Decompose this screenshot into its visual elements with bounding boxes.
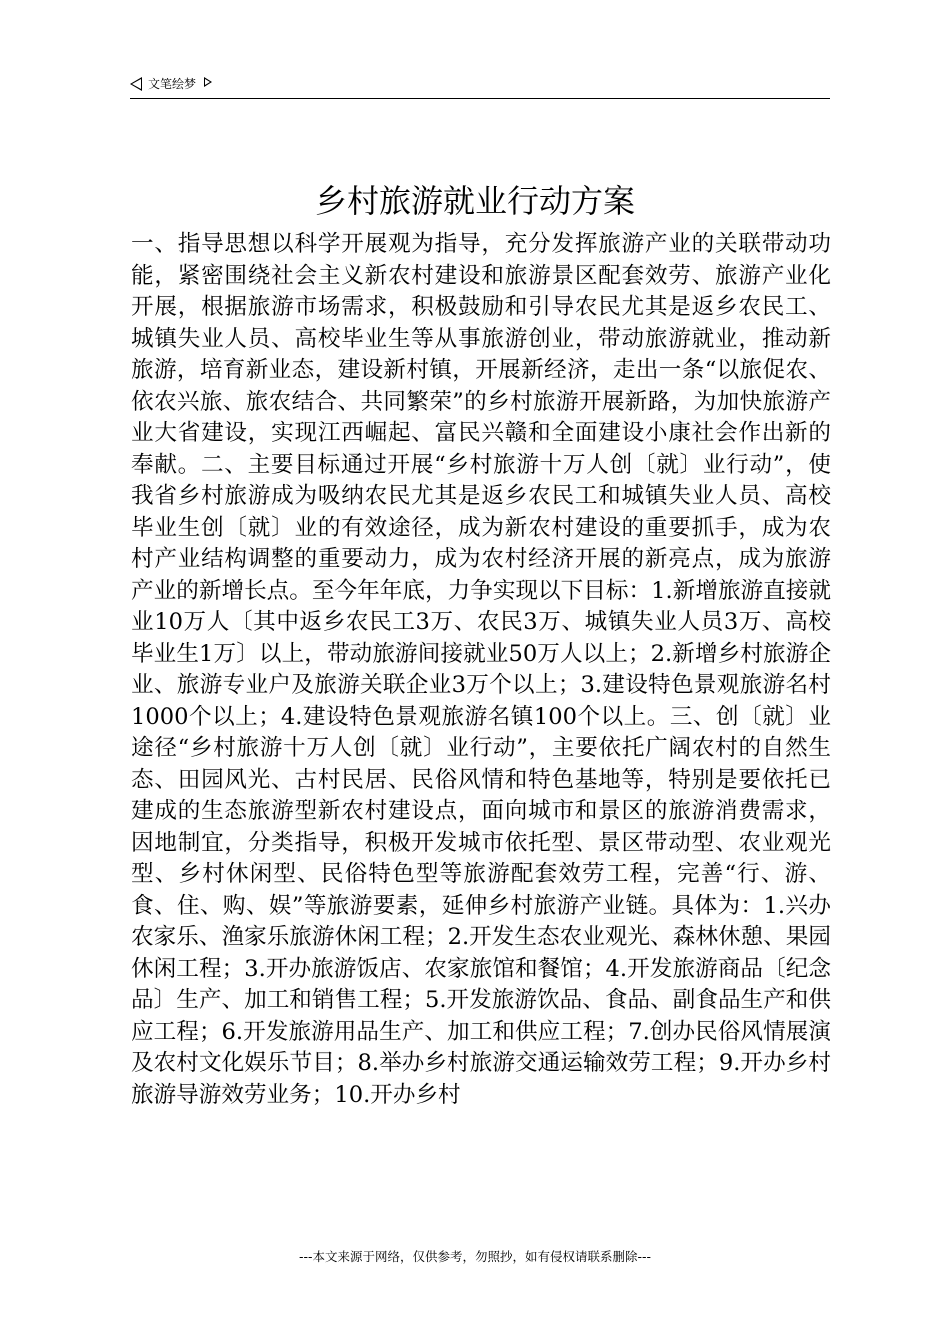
triangle-left-icon — [130, 77, 142, 91]
triangle-right-icon — [204, 77, 212, 87]
document-body: 一、指导思想以科学开展观为指导，充分发挥旅游产业的关联带动功能，紧密围绕社会主义新农村建设和旅游景区配套效劳、旅游产业化开展，根据旅游市场需求，积极鼓励和引导农民尤其是返乡农民工、城镇失业人员、高校毕业生等从事旅游创业，带动旅游就业，推动新旅游，培育新业态，建设新村镇，开展新经济，走出一条“以旅促农、依农兴旅、旅农结合、共同繁荣”的乡村旅游开展新路，为加快旅游产业大省建设，实现江西崛起、富民兴赣和全面建设小康社会作出新的奉献。二、主要目标通过开展“乡村旅游十万人创〔就〕业行动”，使我省乡村旅游成为吸纳农民尤其是返乡农民工和城镇失业人员、高校毕业生创〔就〕业的有效途径，成为新农村建设的重要抓手，成为农村产业结构调整的重要动力，成为农村经济开展的新亮点，成为旅游产业的新增长点。至今年年底，力争实现以下目标：1.新增旅游直接就业10万人〔其中返乡农民工3万、农民3万、城镇失业人员3万、高校毕业生1万〕以上，带动旅游间接就业50万人以上；2.新增乡村旅游企业、旅游专业户及旅游关联企业3万个以上；3.建设特色景观旅游名村1000个以上；4.建设特色景观旅游名镇100个以上。三、创〔就〕业途径“乡村旅游十万人创〔就〕业行动”，主要依托广阔农村的自然生态、田园风光、古村民居、民俗风情和特色基地等，特别是要依托已建成的生态旅游型新农村建设点，面向城市和景区的旅游消费需求，因地制宜，分类指导，积极开发城市依托型、景区带动型、农业观光型、乡村休闲型、民俗特色型等旅游配套效劳工程，完善“行、游、食、住、购、娱”等旅游要素，延伸乡村旅游产业链。具体为：1.兴办农家乐、渔家乐旅游休闲工程；2.开发生态农业观光、森林休憩、果园休闲工程；3.开办旅游饭店、农家旅馆和餐馆；4.开发旅游商品〔纪念品〕生产、加工和销售工程；5.开发旅游饮品、食品、副食品生产和供应工程；6.开发旅游用品生产、加工和供应工程；7.创办民俗风情展演及农村文化娱乐节目；8.举办乡村旅游交通运输效劳工程；9.开办乡村旅游导游效劳业务；10.开办乡村 — [131, 231, 831, 1108]
brand-label: 文笔绘梦 — [148, 77, 197, 91]
header-brand — [130, 74, 212, 94]
document-title: 乡村旅游就业行动方案 — [314, 182, 635, 220]
page-header — [130, 74, 830, 99]
page-footer: ---本文来源于网络，仅供参考，勿照抄，如有侵权请联系删除--- — [298, 1249, 652, 1264]
